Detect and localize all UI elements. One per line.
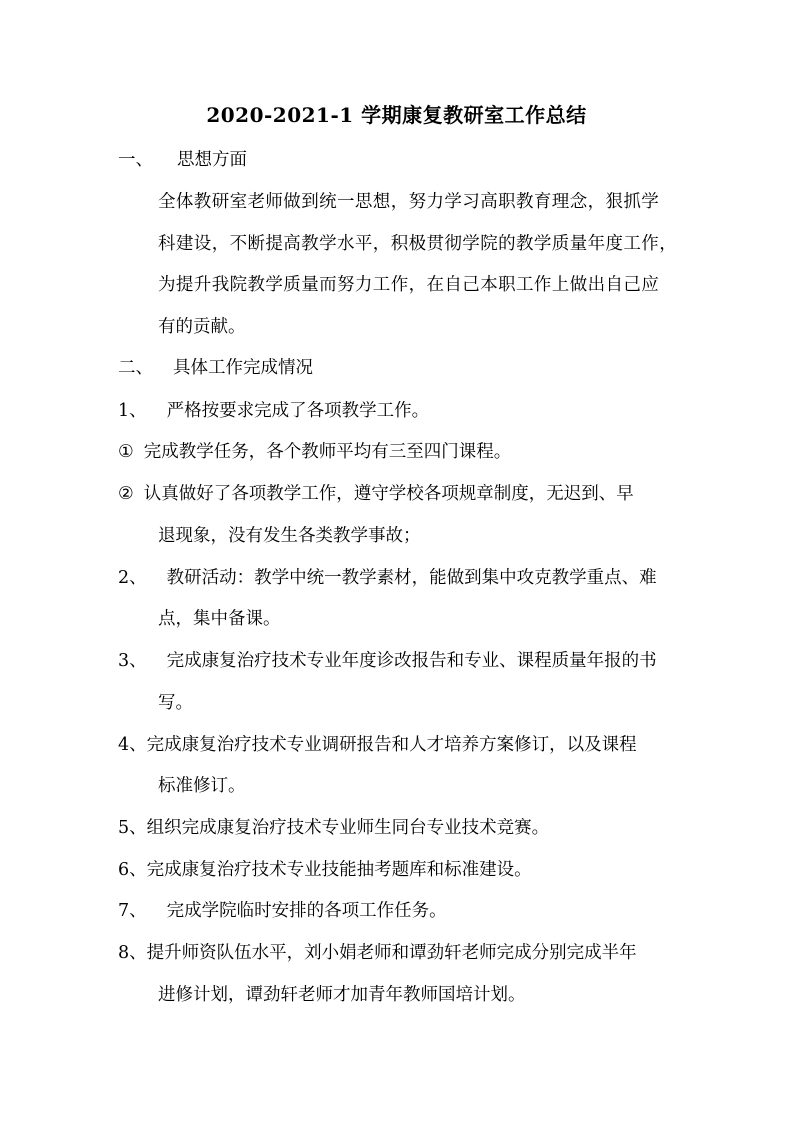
item-text: 完成学院临时安排的各项工作任务。 bbox=[166, 901, 447, 921]
list-item bbox=[118, 398, 429, 424]
item-number: ② bbox=[118, 484, 134, 504]
item-number: 1、 bbox=[118, 401, 147, 421]
item-text: 认真做好了各项教学工作，遵守学校各项规章制度，无迟到、早 bbox=[143, 484, 634, 504]
item-text: 组织完成康复治疗技术专业师生同台专业技术竞赛。 bbox=[146, 818, 550, 838]
paragraph-line: 全体教研室老师做到统一思想，努力学习高职教育理念，狠抓学 bbox=[158, 192, 660, 212]
list-item bbox=[118, 857, 532, 883]
item-text: 完成教学任务，各个教师平均有三至四门课程。 bbox=[143, 442, 512, 462]
section-number: 一、 bbox=[118, 150, 153, 170]
item-continuation-line: 写。 bbox=[158, 693, 193, 713]
item-continuation-line: 退现象，没有发生各类教学事故； bbox=[158, 526, 421, 546]
section-number: 二、 bbox=[118, 358, 153, 378]
section-heading-work bbox=[118, 355, 313, 381]
item-number: 7、 bbox=[118, 901, 147, 921]
list-item bbox=[118, 439, 511, 465]
page-title: 2020-2021-1 学期康复教研室工作总结 bbox=[206, 103, 587, 127]
list-item bbox=[118, 732, 637, 758]
list-item bbox=[118, 815, 549, 841]
list-item bbox=[118, 565, 657, 591]
item-number: 3、 bbox=[118, 651, 147, 671]
list-item bbox=[118, 481, 634, 507]
paragraph-line: 有的贡献。 bbox=[158, 317, 246, 337]
item-text: 完成康复治疗技术专业调研报告和人才培养方案修订，以及课程 bbox=[146, 735, 637, 755]
item-text: 教研活动：教学中统一教学素材，能做到集中攻克教学重点、难 bbox=[166, 568, 657, 588]
list-item bbox=[118, 648, 657, 674]
item-number: 6、 bbox=[118, 860, 147, 880]
item-number: 8、 bbox=[118, 943, 147, 963]
item-continuation-line: 标准修订。 bbox=[158, 776, 246, 796]
list-item bbox=[118, 898, 447, 924]
item-text: 提升师资队伍水平，刘小娟老师和谭劲轩老师完成分别完成半年 bbox=[146, 943, 637, 963]
paragraph-line: 科建设，不断提高教学水平，积极贯彻学院的教学质量年度工作， bbox=[158, 234, 678, 254]
section-heading-text: 具体工作完成情况 bbox=[173, 358, 313, 378]
item-text: 严格按要求完成了各项教学工作。 bbox=[166, 401, 430, 421]
section-heading-text: 思想方面 bbox=[177, 150, 247, 170]
item-number: ① bbox=[118, 442, 134, 462]
section-heading-thought bbox=[118, 147, 247, 173]
item-number: 5、 bbox=[118, 818, 147, 838]
item-text: 完成康复治疗技术专业年度诊改报告和专业、课程质量年报的书 bbox=[166, 651, 657, 671]
item-number: 4、 bbox=[118, 735, 147, 755]
item-text: 完成康复治疗技术专业技能抽考题库和标准建设。 bbox=[146, 860, 532, 880]
item-continuation-line: 进修计划，谭劲轩老师才加青年教师国培计划。 bbox=[158, 985, 526, 1005]
paragraph-line: 为提升我院教学质量而努力工作，在自己本职工作上做出自己应 bbox=[158, 275, 660, 295]
list-item bbox=[118, 940, 637, 966]
item-continuation-line: 点，集中备课。 bbox=[158, 609, 281, 629]
item-number: 2、 bbox=[118, 568, 147, 588]
